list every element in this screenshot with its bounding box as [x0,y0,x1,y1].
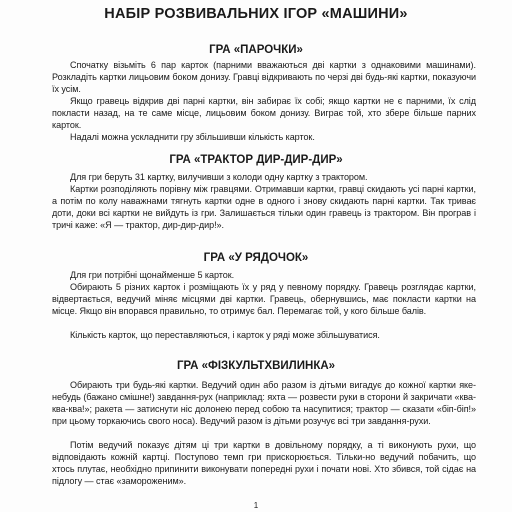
document-title: НАБІР РОЗВИВАЛЬНИХ ІГОР «МАШИНИ» [104,6,408,22]
game-fizkultkhvylynka-paragraph-1: Обирають три будь-які картки. Ведучий один або разом із дітьми вигадує до кожної картки яке-небудь (бажано смішне!) завдання-рух (наприклад: яхта — розвести руки в сторони й закричати «ква-ква-ква!»; ракета — затиснути ніс долонею перед собою та насупитися; трактор — сказати «біп-біп!» при цьому торкаючись свого носа). Ведучий разом із дітьми розучує всі три завдання-рухи. [52,380,476,426]
game-u-riadochok-paragraph-3: Кількість карток, що переставляються, і карток у ряді може збільшуватися. [70,330,380,340]
game-title-traktor: ГРА «ТРАКТОР ДИР-ДИР-ДИР» [169,154,343,166]
game-parochky-paragraph-2: Якщо гравець відкрив дві парні картки, він забирає їх собі; якщо картки не є парними, їх слід покласти назад, на те саме місце, лицьовим боком донизу. Виграє той, хто збере більше парних карток. [52,96,476,130]
page-number: 1 [253,501,259,510]
game-title-u-riadochok: ГРА «У РЯДОЧОК» [203,252,309,264]
game-u-riadochok-paragraph-2: Обирають 5 різних карток і розміщають їх у ряд у певному порядку. Гравець розглядає картки, відвертається, ведучий міняє місцями дві картки. Гравець, обернувшись, має покласти картки на місце. Якщо він впорався правильно, то отримує бал. Перемагає той, у кого більше балів. [52,282,476,316]
game-u-riadochok-paragraph-1: Для гри потрібні щонайменше 5 карток. [70,270,235,280]
game-traktor-paragraph-1: Для гри беруть 31 картку, вилучивши з колоди одну картку з трактором. [70,172,368,182]
game-traktor-paragraph-2: Картки розподіляють порівну між гравцями. Отримавши картки, гравці скидають усі парні картки, а потім по колу наважнами тягнуть картки одне в одного і знову скидають парні картки. Так триває доти, доки всі картки не вийдуть із гри. Залишається тільки один гравець із трактором. Він програв і тричі каже: «Я — трактор, дир-дир-дир!». [52,184,476,230]
game-title-fizkultkhvylynka: ГРА «ФІЗКУЛЬТХВИЛИНКА» [176,360,336,372]
game-parochky-paragraph-3: Надалі можна ускладнити гру збільшивши кількість карток. [70,132,315,142]
game-parochky-paragraph-1: Спочатку візьміть 6 пар карток (парними вважаються дві картки з однаковими машинами). Розкладіть картки лицьовим боком донизу. Гравці відкривають по черзі дві будь-які картки, показуючи їх усім. [52,60,476,94]
game-title-parochky: ГРА «ПАРОЧКИ» [209,44,303,56]
game-fizkultkhvylynka-paragraph-2: Потім ведучий показує дітям ці три картки в довільному порядку, а ті виконують рухи, що відповідають кожній картці. Поступово темп гри прискорюється. Тільки-но ведучий побачить, що хтось плутає, необхідно припинити виконувати попередні рухи і почати нові. Хто збився, той сідає на підлогу — стає «замороженим». [52,440,476,486]
